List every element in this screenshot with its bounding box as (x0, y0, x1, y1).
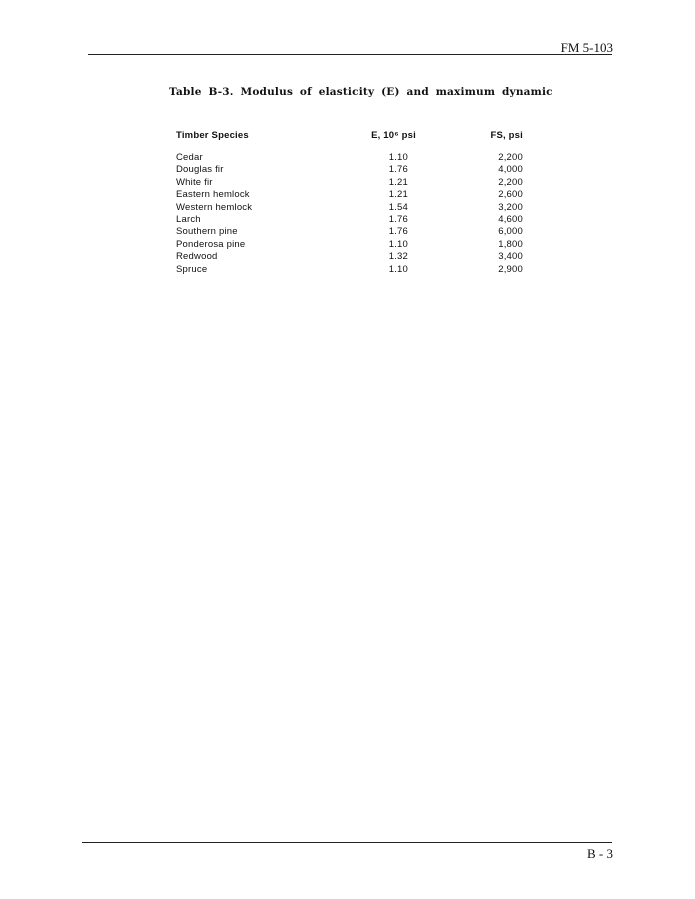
cell-modulus: 1.32 (388, 251, 408, 263)
document-id: FM 5-103 (560, 40, 613, 55)
table-row (176, 189, 536, 201)
cell-species: White fir (176, 176, 213, 188)
table-row (176, 251, 536, 263)
table-row (176, 214, 536, 226)
table-row (176, 152, 536, 164)
cell-species: Cedar (176, 152, 203, 163)
column-header-fs: FS, psi (490, 130, 523, 141)
table-title: Table B-3. Modulus of elasticity (E) and maximum dynamic (169, 86, 553, 98)
cell-fs: 3,200 (498, 201, 523, 213)
cell-species: Eastern hemlock (176, 189, 250, 201)
cell-modulus: 1.21 (388, 176, 408, 188)
cell-species: Southern pine (176, 226, 238, 238)
cell-modulus: 1.10 (388, 263, 408, 275)
column-header-species: Timber Species (176, 130, 249, 141)
header-rule (88, 54, 612, 55)
cell-species: Spruce (176, 263, 208, 275)
table-row (176, 226, 536, 238)
cell-modulus: 1.54 (388, 201, 408, 213)
cell-modulus: 1.10 (388, 152, 408, 163)
cell-modulus: 1.76 (388, 213, 408, 225)
table-row (176, 264, 536, 276)
table-body (176, 152, 536, 276)
cell-modulus: 1.76 (388, 226, 408, 238)
timber-table (176, 130, 536, 276)
cell-modulus: 1.76 (388, 164, 408, 176)
table-header-row (176, 130, 536, 144)
cell-fs: 6,000 (498, 226, 523, 238)
cell-species: Western hemlock (176, 201, 253, 213)
footer-rule (82, 842, 612, 843)
column-header-modulus: E, 10⁶ psi (371, 130, 416, 141)
table-row (176, 164, 536, 176)
cell-fs: 4,000 (498, 164, 523, 176)
cell-fs: 2,600 (498, 189, 523, 201)
cell-fs: 2,900 (498, 263, 523, 275)
cell-species: Douglas fir (176, 164, 224, 176)
cell-fs: 2,200 (498, 176, 523, 188)
page-number: B - 3 (587, 846, 613, 861)
cell-modulus: 1.21 (388, 189, 408, 201)
cell-species: Redwood (176, 251, 218, 263)
table-row (176, 239, 536, 251)
cell-fs: 4,600 (498, 213, 523, 225)
cell-species: Ponderosa pine (176, 238, 246, 250)
cell-modulus: 1.10 (388, 238, 408, 250)
cell-species: Larch (176, 213, 201, 225)
table-row (176, 177, 536, 189)
cell-fs: 1,800 (498, 238, 523, 250)
table-row (176, 202, 536, 214)
cell-fs: 3,400 (498, 251, 523, 263)
cell-fs: 2,200 (498, 152, 523, 163)
